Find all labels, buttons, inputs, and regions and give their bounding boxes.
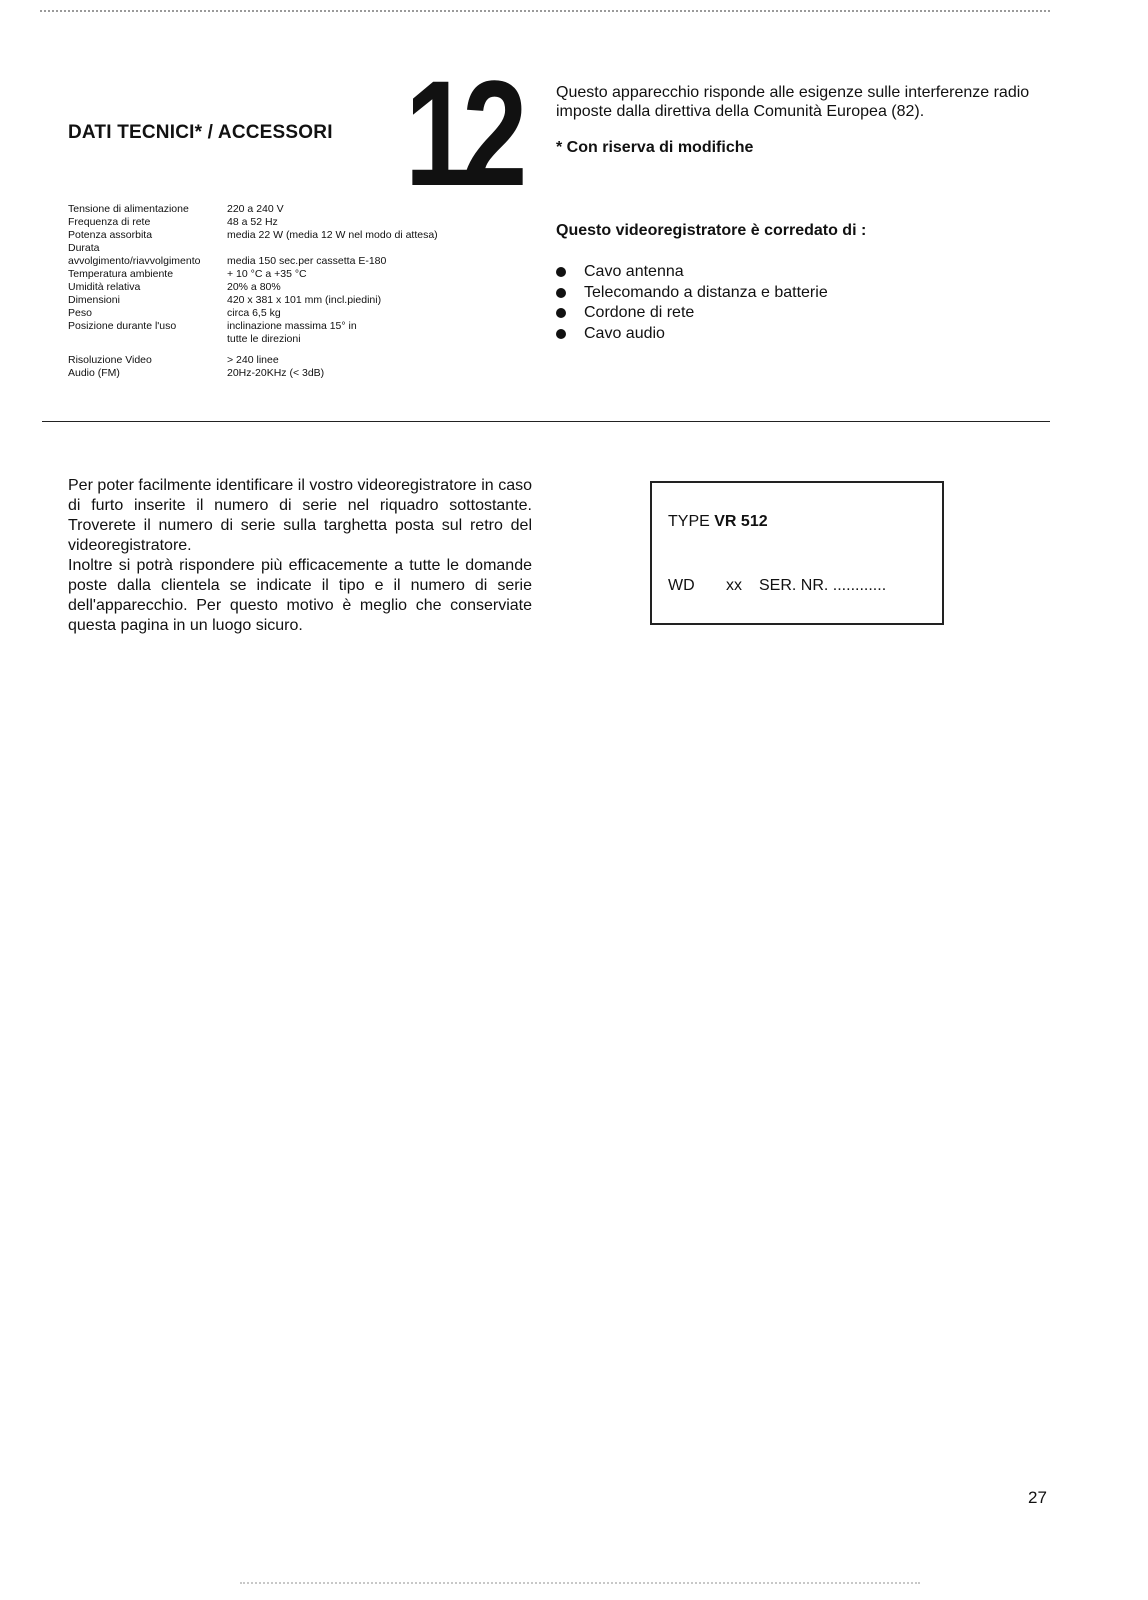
accessory-label: Telecomando a distanza e batterie: [584, 283, 828, 301]
wd-value: xx: [726, 577, 742, 594]
type-plate-box: [650, 481, 944, 625]
reserve-note: * Con riserva di modifiche: [556, 139, 754, 156]
bullet-icon: [556, 329, 566, 339]
type-value: VR 512: [714, 513, 768, 530]
spec-table: [68, 203, 487, 380]
spec-row: [68, 367, 487, 380]
spec-value: 420 x 381 x 101 mm (incl.piedini): [227, 294, 382, 306]
spec-row: [68, 307, 487, 320]
section-title: DATI TECNICI* / ACCESSORI: [68, 122, 333, 143]
accessories-title: Questo videoregistratore è corredato di :: [556, 222, 867, 239]
spec-row: [68, 281, 487, 294]
spec-value: circa 6,5 kg: [227, 307, 281, 319]
spec-label: Audio (FM): [68, 367, 120, 379]
spec-label: [68, 333, 227, 346]
accessory-label: Cordone di rete: [584, 304, 695, 321]
page-number: 27: [1028, 1488, 1047, 1507]
spec-label: Risoluzione Video: [68, 354, 152, 366]
accessory-label: Cavo antenna: [584, 263, 684, 280]
list-item: [556, 283, 828, 304]
type-label: TYPE: [668, 513, 710, 530]
accessory-label: Cavo audio: [584, 324, 665, 342]
list-item: [556, 262, 828, 283]
top-scan-edge: [40, 10, 1050, 12]
spec-value: media 150 sec.per cassetta E-180: [227, 255, 387, 267]
interference-notice: Questo apparecchio risponde alle esigenze sulle interferenze radio imposte dalla direttiva della Comunità Europea (82).: [556, 84, 1030, 120]
spec-row: [68, 354, 487, 367]
spec-gap: [68, 346, 487, 354]
list-item: [556, 303, 828, 324]
spec-value: 48 a 52 Hz: [227, 216, 278, 228]
serial-line: [668, 577, 886, 595]
spec-label: Durata: [68, 242, 100, 254]
bullet-icon: [556, 288, 566, 298]
spec-value: + 10 °C a +35 °C: [227, 268, 307, 280]
theft-paragraph-2: Inoltre si potrà rispondere più efficacemente a tutte le domande poste dalla clientela se indicate il tipo e il numero di serie dell'apparecchio. Per questo motivo è meglio che conserviate questa pagina in un luogo sicuro.: [68, 557, 532, 634]
spec-label: avvolgimento/riavvolgimento: [68, 255, 201, 267]
spec-label: Tensione di alimentazione: [68, 203, 189, 215]
spec-value: 20Hz-20KHz (< 3dB): [227, 367, 325, 379]
spec-label: Posizione durante l'uso: [68, 320, 177, 332]
serial-number-field: SER. NR. ............: [759, 577, 887, 594]
section-divider: [42, 421, 1050, 422]
list-item: [556, 324, 828, 345]
wd-label: WD: [668, 577, 695, 594]
bottom-scan-edge: [240, 1582, 920, 1584]
spec-label: Temperatura ambiente: [68, 268, 174, 280]
spec-row: [68, 320, 487, 333]
spec-value: inclinazione massima 15° in: [227, 320, 357, 332]
spec-row: [68, 294, 487, 307]
spec-label: Peso: [68, 307, 92, 319]
spec-row: [68, 255, 487, 268]
spec-value: [227, 242, 487, 255]
spec-row: [68, 216, 487, 229]
spec-value: 20% a 80%: [227, 281, 281, 293]
spec-row: [68, 268, 487, 281]
spec-label: Umidità relativa: [68, 281, 141, 293]
bullet-icon: [556, 308, 566, 318]
spec-value: > 240 linee: [227, 354, 279, 366]
theft-paragraph-1: Per poter facilmente identificare il vostro videoregistratore in caso di furto inserite il numero di serie nel riquadro sottostante. Troverete il numero di serie sulla targhetta posta sul retro del videoregistratore.: [68, 477, 532, 554]
spec-value: tutte le direzioni: [227, 333, 301, 345]
bullet-icon: [556, 267, 566, 277]
spec-value: 220 a 240 V: [227, 203, 284, 215]
spec-row: [68, 333, 487, 346]
spec-label: Potenza assorbita: [68, 229, 153, 241]
spec-value: media 22 W (media 12 W nel modo di attesa): [227, 229, 438, 241]
accessories-list: [556, 262, 828, 344]
type-line: [668, 513, 768, 531]
chapter-number: 12: [405, 49, 520, 217]
spec-label: Frequenza di rete: [68, 216, 151, 228]
spec-label: Dimensioni: [68, 294, 120, 306]
spec-row: [68, 242, 487, 255]
spec-row: [68, 203, 487, 216]
spec-row: [68, 229, 487, 242]
